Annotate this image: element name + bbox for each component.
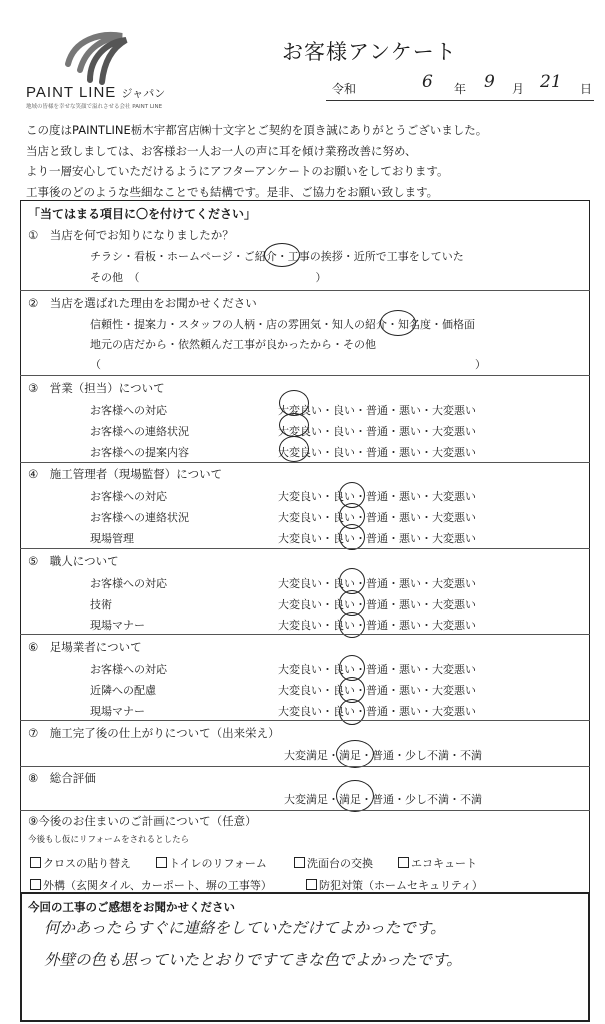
year-value: 6 xyxy=(422,72,433,92)
intro-line-2: 当店と致しましては、お客様お一人お一人の声に耳を傾け業務改善に努め、 xyxy=(26,144,417,158)
q5-item-3: 現場マナー xyxy=(90,619,145,632)
q3-answer-circle-3 xyxy=(279,436,309,462)
q2-options-1: 信頼性・提案力・スタッフの人柄・店の雰囲気・知人の紹介・知名度・価格面 xyxy=(90,318,475,331)
divider xyxy=(20,462,590,463)
month-value: 9 xyxy=(484,72,495,92)
q9-option-label: 防犯対策（ホームセキュリティ） xyxy=(319,879,483,892)
q9-option-exterior[interactable] xyxy=(30,877,272,893)
q8-scale: 大変満足・満足・普通・少し不満・不満 xyxy=(284,793,482,806)
q9-option-ecocute[interactable] xyxy=(398,855,477,871)
q6-item-2: 近隣への配慮 xyxy=(90,684,156,697)
paintline-logo-icon xyxy=(60,30,130,88)
q2-question: ② 当店を選ばれた理由をお聞かせください xyxy=(28,296,257,310)
q7-scale: 大変満足・満足・普通・少し不満・不満 xyxy=(284,749,482,762)
intro-line-3: より一層安心していただけるようにアフターアンケートのお願いをしております。 xyxy=(26,164,449,178)
q9-subtitle: 今後もし仮にリフォームをされるとしたら xyxy=(28,835,190,845)
q3-scale-1: 大変良い・良い・普通・悪い・大変悪い xyxy=(278,404,476,417)
q7-answer-circle xyxy=(336,740,374,768)
checkbox[interactable] xyxy=(294,857,305,868)
q4-scale-2: 大変良い・良い・普通・悪い・大変悪い xyxy=(278,511,476,524)
q3-item-3: お客様への提案内容 xyxy=(90,446,189,459)
page-title: お客様アンケート xyxy=(282,40,457,64)
comment-title: 今回の工事のご感想をお聞かせください xyxy=(28,900,235,914)
q3-scale-2: 大変良い・良い・普通・悪い・大変悪い xyxy=(278,425,476,438)
divider xyxy=(20,290,590,291)
era-label: 令和 xyxy=(332,82,357,96)
day-value: 21 xyxy=(540,72,562,92)
intro-line-1: この度はPAINTLINE栃木宇都宮店㈱十文字とご契約を頂き誠にありがとうございました。 xyxy=(26,123,488,137)
checkbox[interactable] xyxy=(156,857,167,868)
q4-answer-circle-3 xyxy=(339,524,365,550)
divider xyxy=(20,810,590,811)
q2-options-2: 地元の店だから・依然頼んだ工事が良かったから・その他 xyxy=(90,338,376,351)
logo-brand: PAINT LINE xyxy=(26,84,117,101)
q8-question: ⑧ 総合評価 xyxy=(28,771,96,785)
q9-option-label: トイレのリフォーム xyxy=(169,857,267,870)
q4-question: ④ 施工管理者（現場監督）について xyxy=(28,467,223,481)
q8-answer-circle xyxy=(336,780,374,812)
checkbox[interactable] xyxy=(30,857,41,868)
comment-line-1: 何かあったらすぐに連絡をしていただけてよかったです。 xyxy=(44,919,446,937)
q9-question: ⑨今後のお住まいのご計画について（任意） xyxy=(28,814,257,828)
q9-option-cross[interactable] xyxy=(30,855,131,871)
q9-option-washbasin[interactable] xyxy=(294,855,373,871)
month-label: 月 xyxy=(512,82,525,96)
q1-question: ① 当店を何でお知りになりましたか？ xyxy=(28,228,234,242)
q4-scale-1: 大変良い・良い・普通・悪い・大変悪い xyxy=(278,490,476,503)
q1-answer-circle xyxy=(264,243,300,267)
q7-question: ⑦ 施工完了後の仕上がりについて（出来栄え） xyxy=(28,726,280,740)
intro-line-4: 工事後のどのような些細なことでも結構です。是非、ご協力をお願い致します。 xyxy=(26,185,439,199)
q5-question: ⑤ 職人について xyxy=(28,554,119,568)
checkbox[interactable] xyxy=(398,857,409,868)
q4-item-2: お客様への連絡状況 xyxy=(90,511,189,524)
q4-item-3: 現場管理 xyxy=(90,532,134,545)
divider xyxy=(20,720,590,721)
q5-item-1: お客様への対応 xyxy=(90,577,167,590)
q2-paren: （ ） xyxy=(90,358,486,371)
q2-answer-circle xyxy=(380,310,416,336)
divider xyxy=(20,375,590,376)
q6-scale-1: 大変良い・良い・普通・悪い・大変悪い xyxy=(278,663,476,676)
q5-scale-1: 大変良い・良い・普通・悪い・大変悪い xyxy=(278,577,476,590)
q3-item-2: お客様への連絡状況 xyxy=(90,425,189,438)
divider xyxy=(20,634,590,635)
q3-scale-3: 大変良い・良い・普通・悪い・大変悪い xyxy=(278,446,476,459)
divider xyxy=(20,766,590,767)
q9-option-label: クロスの貼り替え xyxy=(43,857,131,870)
q4-scale-3: 大変良い・良い・普通・悪い・大変悪い xyxy=(278,532,476,545)
instruction: 「当てはまる項目に〇を付けてください」 xyxy=(28,207,257,221)
q6-item-1: お客様への対応 xyxy=(90,663,167,676)
q9-option-label: エコキュート xyxy=(411,857,477,870)
q5-item-2: 技術 xyxy=(90,598,112,611)
comment-line-2: 外壁の色も思っていたとおりですてきな色でよかったです。 xyxy=(44,951,462,969)
logo-subtitle: 地域の皆様を幸せな笑顔で溢れさせる会社 PAINT LINE xyxy=(26,104,163,110)
checkbox[interactable] xyxy=(306,879,317,890)
logo-kana: ジャパン xyxy=(121,88,166,100)
q9-option-security[interactable] xyxy=(306,877,483,893)
q6-answer-circle-3 xyxy=(339,699,365,725)
date-line xyxy=(326,70,594,101)
q6-scale-3: 大変良い・良い・普通・悪い・大変悪い xyxy=(278,705,476,718)
q3-answer-circle-2 xyxy=(279,413,309,437)
q1-options: チラシ・看板・ホームページ・ご紹介・工事の挨拶・近所で工事をしていた xyxy=(90,250,464,263)
q9-option-toilet[interactable] xyxy=(156,855,267,871)
q9-option-label: 外構（玄関タイル、カーポート、塀の工事等） xyxy=(43,879,272,892)
divider xyxy=(20,548,590,549)
q4-item-1: お客様への対応 xyxy=(90,490,167,503)
checkbox[interactable] xyxy=(30,879,41,890)
q3-item-1: お客様への対応 xyxy=(90,404,167,417)
q1-other: その他 （ ） xyxy=(90,271,327,284)
q5-scale-3: 大変良い・良い・普通・悪い・大変悪い xyxy=(278,619,476,632)
q6-item-3: 現場マナー xyxy=(90,705,145,718)
day-label: 日 xyxy=(580,82,593,96)
q3-question: ③ 営業（担当）について xyxy=(28,381,165,395)
q6-scale-2: 大変良い・良い・普通・悪い・大変悪い xyxy=(278,684,476,697)
logo-text xyxy=(26,84,165,101)
q6-question: ⑥ 足場業者について xyxy=(28,640,142,654)
year-label: 年 xyxy=(454,82,467,96)
q9-option-label: 洗面台の交換 xyxy=(307,857,373,870)
q5-scale-2: 大変良い・良い・普通・悪い・大変悪い xyxy=(278,598,476,611)
